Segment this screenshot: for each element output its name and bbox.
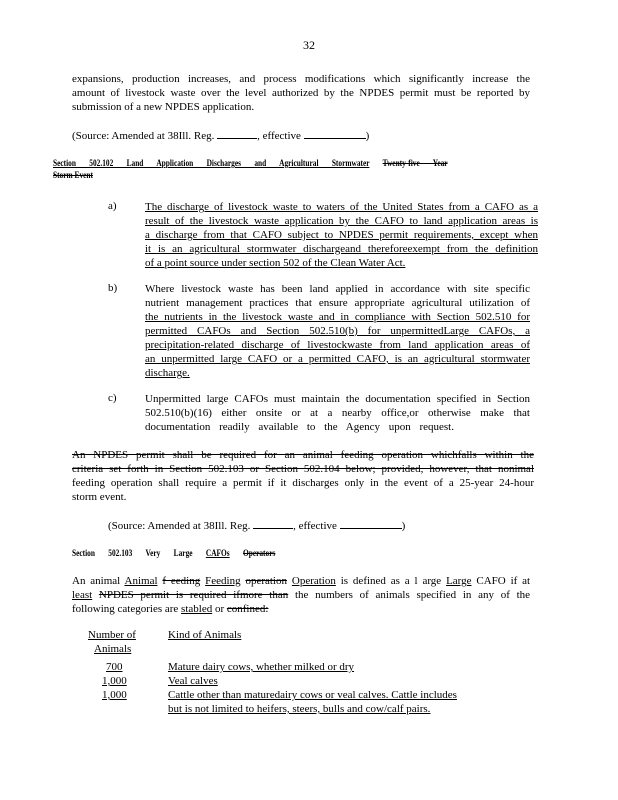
- def-text: the numbers of animals specified in any of the: [294, 589, 531, 601]
- section-title: Section 502.102 Land Application Discharges and Agricultural Stormwater: [53, 158, 370, 168]
- item-a-line: a discharge from that CAFO subject to NPDES permit requirements, except when: [145, 229, 538, 241]
- page-number: 32: [303, 38, 315, 52]
- def-insert: Large: [446, 575, 472, 587]
- section-title-deleted: Storm Event: [53, 170, 93, 180]
- source-note: [108, 518, 508, 533]
- item-c-line: 502.510(b)(16) either onsite or at a nearby office,or otherwise make that: [145, 407, 530, 419]
- table-row: [88, 702, 457, 716]
- def-text: is defined as a l arge: [340, 575, 442, 587]
- section-heading-502-103: [72, 547, 472, 559]
- item-label-c: c): [108, 392, 117, 404]
- intro-line: submission of a new NPDES application.: [72, 101, 255, 113]
- section-heading-502-102: [53, 157, 593, 181]
- animal-kind: Cattle other than maturedairy cows or veal calves. Cattle includes: [168, 689, 457, 701]
- source-close: ): [401, 520, 406, 532]
- section-title-deleted: Operators: [242, 548, 276, 558]
- source-effective: , effective: [293, 520, 337, 532]
- section-title-cafos: CAFOs: [205, 548, 230, 558]
- item-b-line: the nutrients in the livestock waste and in compliance with Section 502.510 for: [145, 311, 530, 323]
- item-label-b: b): [108, 282, 118, 294]
- animals-table: [88, 628, 508, 716]
- item-b-line: discharge.: [145, 367, 190, 379]
- def-text: CAFO if at: [476, 575, 531, 587]
- animal-count: 700: [106, 661, 123, 673]
- item-a-line: The discharge of livestock waste to waters of the United States from a CAFO as a: [145, 201, 538, 213]
- table-header-row: [88, 628, 457, 642]
- intro-line: expansions, production increases, and process modifications which significantly increase the: [72, 73, 530, 85]
- def-text: An animal: [72, 575, 121, 587]
- column-header-number: Animals: [94, 643, 132, 655]
- source-label: (Source: Amended at 38Ill. Reg.: [72, 130, 215, 142]
- def-insert: least: [72, 589, 93, 601]
- def-delete: operation: [245, 575, 287, 587]
- def-insert: stabled: [181, 603, 213, 615]
- item-b-line: precipitation-related discharge of livestockwaste from land application areas of: [145, 339, 530, 351]
- item-label-a: a): [108, 200, 117, 212]
- intro-line: amount of livestock waste over the level authorized by the NPDES permit must be reported by: [72, 87, 530, 99]
- def-delete: NPDES permit is required ifmore than: [98, 589, 289, 601]
- item-c-line: documentation readily available to the Agency upon request.: [145, 421, 454, 433]
- def-delete: confined:: [226, 603, 269, 615]
- item-a-line: result of the livestock waste application by the CAFO to land application areas is: [145, 215, 538, 227]
- item-c-text: [145, 392, 530, 434]
- source-effective: , effective: [257, 130, 301, 142]
- source-label: (Source: Amended at 38Ill. Reg.: [108, 520, 251, 532]
- animal-kind-continuation: but is not limited to heifers, steers, bulls and cow/calf pairs.: [168, 703, 431, 715]
- deleted-line: An NPDES permit shall be required for an animal feeding operation whichfalls within the: [72, 449, 534, 461]
- section-title: Section 502.103 Very Large: [72, 548, 193, 558]
- definition-paragraph: [72, 574, 530, 616]
- blank-line: [340, 518, 402, 529]
- item-b-text: [145, 282, 530, 380]
- def-text: following categories are: [72, 603, 179, 615]
- table-row: [88, 660, 457, 674]
- column-header-number: Number of: [88, 629, 136, 641]
- permit-requirement-paragraph: [72, 448, 534, 504]
- column-header-kind: Kind of Animals: [168, 629, 242, 641]
- item-a-line: of a point source under section 502 of the Clean Water Act.: [145, 257, 406, 269]
- table-row: [88, 674, 457, 688]
- animal-count: 1,000: [102, 689, 127, 701]
- item-b-line: Where livestock waste has been land applied in accordance with site specific: [145, 283, 530, 295]
- item-c-line: Unpermitted large CAFOs must maintain the documentation specified in Section: [145, 393, 530, 405]
- def-insert: Feeding: [205, 575, 241, 587]
- table-row: [88, 688, 457, 702]
- blank-line: [304, 128, 366, 139]
- animal-count: 1,000: [102, 675, 127, 687]
- animal-kind: Veal calves: [168, 675, 218, 687]
- blank-line: [253, 518, 293, 529]
- animal-kind: Mature dairy cows, whether milked or dry: [168, 661, 355, 673]
- item-b-line: nutrient management practices that ensure appropriate agricultural utilization of: [145, 297, 530, 309]
- blank-line: [217, 128, 257, 139]
- item-a-text: [145, 200, 538, 270]
- def-insert: Animal: [124, 575, 158, 587]
- item-b-line: an unpermitted large CAFO or a permitted CAFO, is an agricultural stormwater: [145, 353, 530, 365]
- def-text: or: [214, 603, 225, 615]
- paragraph-line: feeding operation shall require a permit if it discharges only in the event of a 25-year 24-hour: [72, 477, 534, 489]
- source-note: [72, 128, 472, 143]
- item-b-line: permitted CAFOs and Section 502.510(b) for unpermittedLarge CAFOs, a: [145, 325, 530, 337]
- section-title-deleted: Twenty-five Year: [382, 158, 448, 168]
- intro-paragraph: [72, 72, 530, 114]
- deleted-line: criteria set forth in Section 502.103 or Section 502.104 below; provided, however, that nonimal: [72, 463, 534, 475]
- def-delete: f eeding: [162, 575, 201, 587]
- source-close: ): [365, 130, 370, 142]
- item-a-line: it is an agricultural stormwater dischargeand thereforeexempt from the definition: [145, 243, 538, 255]
- table-header-row: [88, 642, 457, 656]
- def-insert: Operation: [291, 575, 336, 587]
- paragraph-line: storm event.: [72, 491, 127, 503]
